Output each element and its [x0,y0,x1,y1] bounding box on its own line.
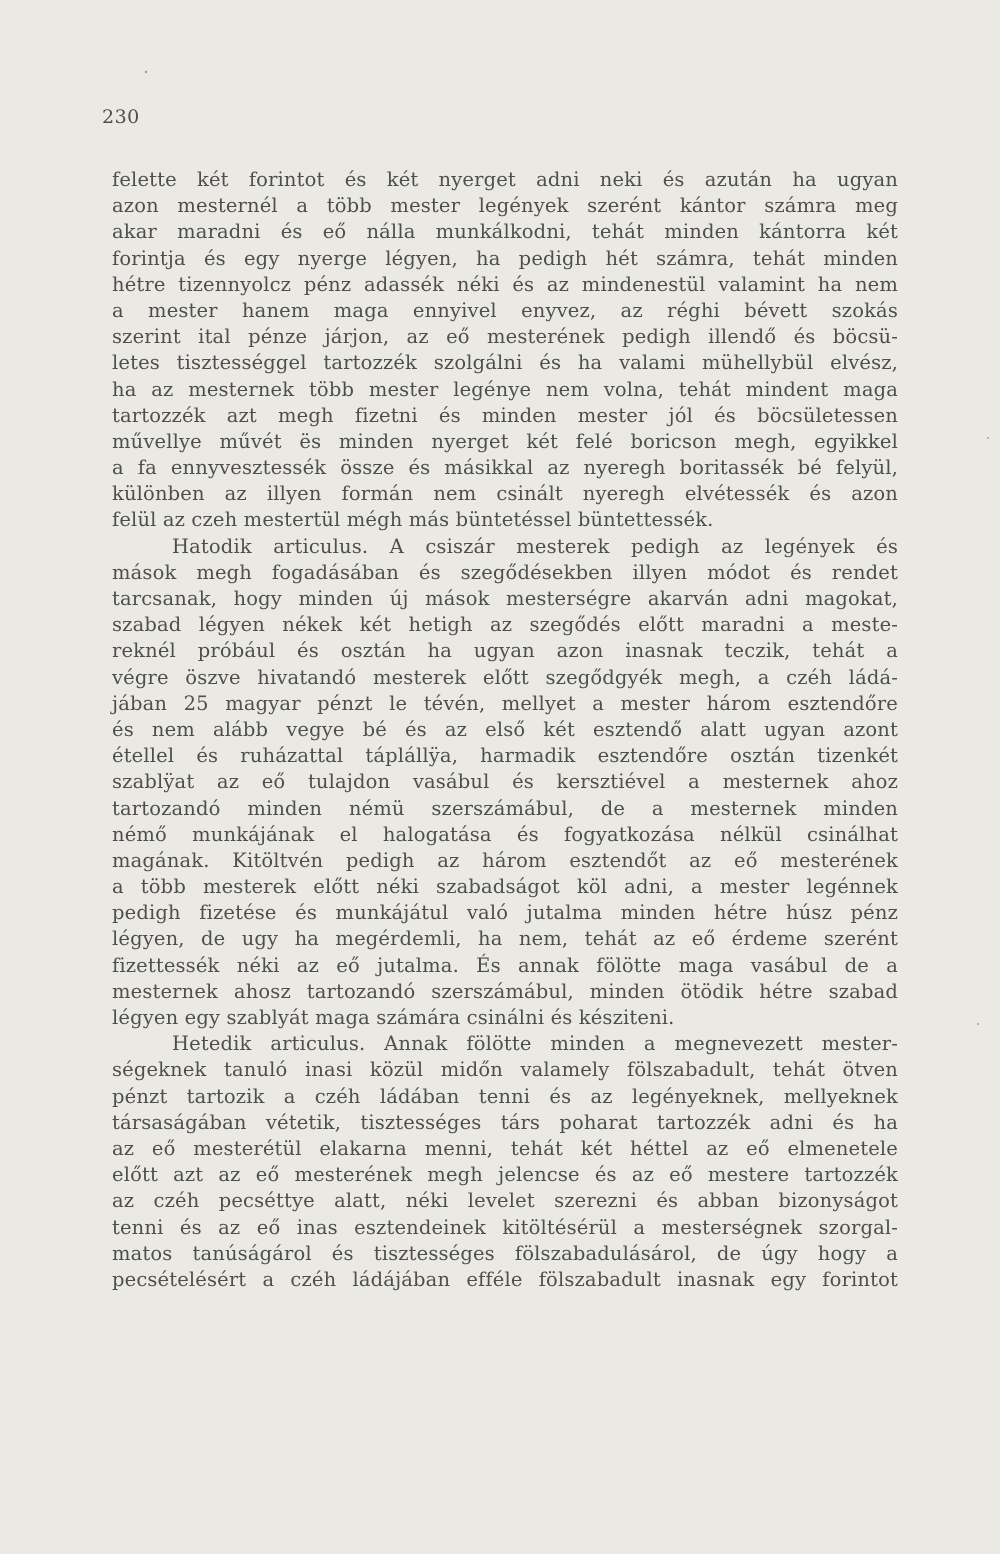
text-line: akar maradni és eő nálla munkálkodni, tehát minden kántorra két [112,220,898,244]
text-line: társaságában vétetik, tisztességes társ poharat tartozzék adni és ha [112,1110,898,1134]
text-line: a mester hanem maga ennyivel enyvez, az réghi bévett szokás [112,298,898,322]
text-line: tartozandó minden némü szerszámábul, de a mesternek minden [112,796,898,820]
text-line: tenni és az eő inas esztendeinek kitöltésérül a mesterségnek szorgal- [112,1215,898,1239]
page-number: 230 [102,106,140,128]
text-line: tartozzék azt megh fizetni és minden mester jól és böcsületessen [112,403,898,427]
text-line: étellel és ruházattal táplállÿa, harmadik esztendőre osztán tizenkét [112,744,898,768]
paragraph-start-line: Hetedik articulus. Annak fölötte minden a megnevezett mester- [172,1032,898,1056]
text-line: fizettessék néki az eő jutalma. És annak fölötte maga vasábul de a [112,953,898,977]
text-line: különben az illyen formán nem csinált nyeregh elvétessék és azon [112,482,898,506]
text-line: a több mesterek előtt néki szabadságot köl adni, a mester legénnek [112,875,898,899]
text-line: légyen, de ugy ha megérdemli, ha nem, tehát az eő érdeme szerént [112,927,898,951]
text-line: mesternek ahosz tartozandó szerszámábul, minden ötödik hétre szabad [112,979,898,1003]
paragraph-end-line: légyen egy szablyát maga számára csinálni és késziteni. [112,1006,675,1029]
text-line: forintja és egy nyerge légyen, ha pedigh hét számra, tehát minden [112,246,898,270]
paragraph-end-line: felül az czeh mestertül mégh más büntetéssel büntettessék. [112,508,714,532]
text-line: ségeknek tanuló inasi közül midőn valamely fölszabadult, tehát ötven [112,1058,898,1082]
text-line: ha az mesternek több mester legénye nem volna, tehát mindent maga [112,377,898,401]
text-line: hétre tizennyolcz pénz adassék néki és az mindenestül valamint ha nem [112,272,898,296]
text-line: és nem alább vegye bé és az első két esztendő alatt ugyan azont [112,717,898,741]
text-line: tarcsanak, hogy minden új mások mesterségre akarván adni magokat, [112,587,898,610]
text-line: szerint ital pénze járjon, az eő mesterének pedigh illendő és böcsü- [112,325,898,349]
text-line: letes tisztességgel tartozzék szolgálni és ha valami mühellybül elvész, [112,351,898,375]
text-line: művellye művét ës minden nyerget két felé boricson megh, egyikkel [112,429,898,453]
text-line: pecsételésért a czéh ládájában efféle fölszabadult inasnak egy forintot [112,1267,898,1291]
body-text [112,167,898,1293]
text-line: végre öszve hivatandó mesterek előtt szegődgyék megh, a czéh ládá- [112,665,898,689]
paragraph-start-line: Hatodik articulus. A csiszár mesterek pedigh az legények és [172,534,898,558]
text-line: mások megh fogadásában és szegődésekben illyen módot és rendet [112,560,898,584]
text-line: magának. Kitöltvén pedigh az három esztendőt az eő mesterének [112,848,898,872]
text-line: némő munkájának el halogatása és fogyatkozása nélkül csinálhat [112,822,898,846]
text-line: az czéh pecséttye alatt, néki levelet szerezni és abban bizonyságot [112,1189,898,1213]
text-line: pedigh fizetése és munkájátul való jutalma minden hétre húsz pénz [112,901,898,925]
text-line: a fa ennyvesztessék össze és másikkal az nyeregh boritassék bé felyül, [112,456,898,480]
text-line: reknél próbául és osztán ha ugyan azon inasnak teczik, tehát a [112,639,898,663]
text-line: azon mesternél a több mester legények szerént kántor számra meg [112,194,898,218]
text-line: jában 25 magyar pénzt le tévén, mellyet a mester három esztendőre [112,691,898,715]
text-line: szablÿat az eő tulajdon vasábul és kersztiével a mesternek ahoz [112,770,898,794]
text-line: felette két forintot és két nyerget adni neki és azután ha ugyan [112,168,898,191]
text-line: az eő mesterétül elakarna menni, tehát két héttel az eő elmenetele [112,1136,898,1160]
text-line: szabad légyen nékek két hetigh az szegődés előtt maradni a meste- [112,613,898,637]
text-line: előtt azt az eő mesterének megh jelencse és az eő mestere tartozzék [112,1163,898,1187]
text-line: pénzt tartozik a czéh ládában tenni és az legényeknek, mellyeknek [112,1084,898,1108]
text-line: matos tanúságárol és tisztességes fölszabadulásárol, de úgy hogy a [112,1241,898,1265]
